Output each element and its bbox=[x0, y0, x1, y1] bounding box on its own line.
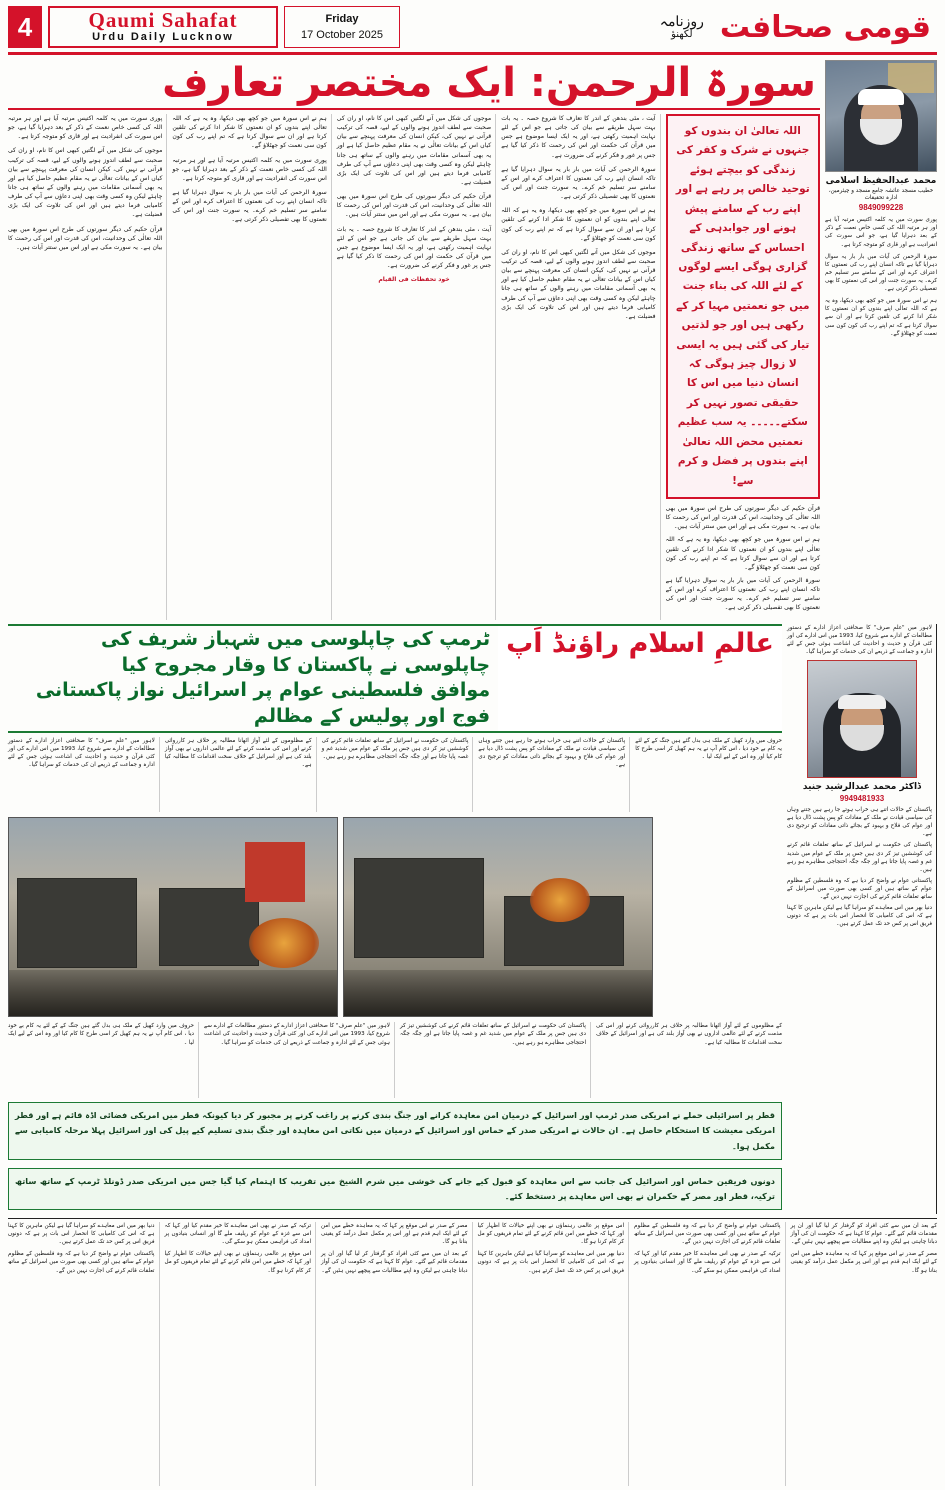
bottom-column-6 bbox=[8, 1222, 160, 1486]
article-paragraph: سورۃ الرحمن کی آیات میں بار بار یہ سوال دہرایا گیا ہے تاکہ انسان اپنے رب کی نعمتوں کا اعتراف کرے اور اس کے سامنے سر تسلیم خم کرے۔ یہ سورت جنت اور اس کی نعمتوں کا بھی تفصیلی ذکر کرتی ہے۔ bbox=[665, 577, 820, 612]
article-paragraph: قرآن حکیم کی دیگر سورتوں کی طرح اس سورۃ میں بھی اللہ تعالٰی کی وحدانیت، اس کی قدرت اور اس کی رحمت کا بیان ہے۔ یہ سورت مکی ہے اور اس میں ستتر آیات ہیں۔ bbox=[7, 225, 163, 251]
section-paragraph: کے مظلوموں کے لئے آواز اٹھانا مطالبہ پر خلاف ہر کارروائی کرنے اور اس کی مذمت کرنے کے لئے عالمی اداروں نے بھی آواز بلند کی ہے اور اسرائیل کے خلاف سخت اقدامات کا مطالبہ کیا ہے۔ bbox=[596, 1023, 782, 1046]
page-number: 4 bbox=[8, 6, 42, 48]
section-paragraph: پاکستان کی حکومت نے اسرائیل کے ساتھ تعلقات قائم کرنے کی کوششیں تیز کر دی ہیں جس پر ملک کے عوام میں شدید غم و غصہ پایا جاتا ہے اور جگہ جگہ احتجاجی مظاہرے ہو رہے ہیں۔ bbox=[321, 737, 469, 760]
sidebar-paragraph: دنیا بھر میں اس معاہدے کو سراہا گیا ہے لیکن ماہرین کا کہنا ہے کہ اس کی کامیابی کا انحصار اس بات پر ہے کہ دونوں فریق اس پر کس حد تک عمل کرتے ہیں۔ bbox=[787, 905, 932, 928]
bottom-column-3 bbox=[478, 1222, 630, 1486]
bottom-column-5 bbox=[165, 1222, 317, 1486]
sidebar-paragraph: ہم نے اس سورۃ میں جو کچھ بھی دیکھا، وہ یہ ہے کہ اللہ تعالٰی اپنے بندوں کو ان نعمتوں کا شکر ادا کرنے کی تلقین کرتا ہے اور ان سے سوال کرتا ہے کہ تم اپنے رب کی کون کون سی نعمت کو جھٹلاؤ گے۔ bbox=[825, 298, 937, 337]
sidebar-paragraph: پاکستانی عوام نے واضح کر دیا ہے کہ وہ فلسطین کے مظلوم عوام کے ساتھ ہیں اور کسی بھی صورت میں اسرائیل کے ساتھ تعلقات قائم کرنے کی اجازت نہیں دیں گے۔ bbox=[787, 877, 932, 901]
author-cap-shape bbox=[858, 89, 904, 105]
bottom-paragraph: پاکستانی عوام نے واضح کر دیا ہے کہ وہ فلسطین کے مظلوم عوام کے ساتھ ہیں اور کسی بھی صورت میں اسرائیل کے ساتھ تعلقات قائم کرنے کی اجازت نہیں دیں گے۔ bbox=[8, 1251, 155, 1274]
article-column-2 bbox=[501, 114, 660, 620]
subheadline-line-1: ٹرمپ کی چاپلوسی میں شہباز شریف کی چاپلوسی نے پاکستان کا وقار مجروح کیا bbox=[100, 628, 491, 676]
section-paragraph: لاہور میں "علمِ صرف" کا صحافتی اعزاز ادارے کے دستورِ مطالعات کے ادارے سے شروع کیا، 1993 میں اس ادارے کی اور کئی قرآن و حدیث و احادیث کی اشاعت ہوئی جس کے لئے ادارہ و جماعت کے ذریعے ان کی خدمات کو سراہا گیا۔ bbox=[8, 737, 155, 768]
brand-subtitle-en: Urdu Daily Lucknow bbox=[92, 31, 234, 44]
photo-row bbox=[8, 817, 782, 1017]
section-column-9 bbox=[8, 1022, 199, 1098]
section-column-3 bbox=[322, 737, 474, 813]
section-column-1 bbox=[635, 737, 782, 813]
urdu-daily-block bbox=[650, 6, 714, 48]
headline-row bbox=[8, 60, 820, 110]
article-paragraph: ہم نے اس سورۃ میں جو کچھ بھی دیکھا، وہ یہ ہے کہ اللہ تعالٰی اپنے بندوں کو ان نعمتوں کا شکر ادا کرنے کی تلقین کرتا ہے اور ان سے سوال کرتا ہے کہ تم اپنے رب کی کون کون سی نعمت کو جھٹلاؤ گے۔ bbox=[172, 115, 327, 150]
green-highlight-box-1: قطر پر اسرائیلی حملے نے امریکی صدر ٹرمپ اور اسرائیل کے درمیان امن معاہدہ کرانے اور جنگ بندی کرنے پر راغب کرنے پر مجبور کر دیا کیونکہ قطر میں امریکی فضائی اڈہ قائم ہے اور قطر امریکی معیشت کا استحکام حاصل ہے۔ ان حالات نے امریکی صدر کے حماس اور اسرائیل کے درمیان میں نکاتی امن معاہدہ اور جنگ بندی تسلیم کیے پیل کی اور اسرائیل پہلا مرحلہ کامیابی سے مکمل ہوا۔ bbox=[8, 1102, 782, 1160]
author-photo-2 bbox=[807, 660, 917, 778]
article-columns bbox=[8, 114, 820, 620]
article-paragraph: ہم نے اس سورۃ میں جو کچھ بھی دیکھا، وہ یہ ہے کہ اللہ تعالٰی اپنے بندوں کو ان نعمتوں کا شکر ادا کرنے کی تلقین کرتا ہے اور ان سے سوال کرتا ہے کہ تم اپنے رب کی کون کون سی نعمت کو جھٹلاؤ گے۔ bbox=[665, 536, 820, 571]
green-highlight-box-2: دونوں فریقین حماس اور اسرائیل کی جانب سے اس معاہدہ کو قبول کیے جانے کی خوشی میں شرم الشیخ میں تقریب کا اہتمام کیا گیا جس میں امریکی صدر ڈونلڈ ٹرمپ کے ساتھ ساتھ ترکیہ، قطر اور مصر کے حکمران نے بھی اس معاہدے پر دستخط کئے۔ bbox=[8, 1168, 782, 1210]
brand-logo bbox=[48, 6, 278, 48]
article-paragraph: قرآن حکیم کی دیگر سورتوں کی طرح اس سورۃ میں بھی اللہ تعالٰی کی وحدانیت، اس کی قدرت اور اس کی رحمت کا بیان ہے۔ یہ سورت مکی ہے اور اس میں ستتر آیات ہیں۔ bbox=[665, 505, 820, 531]
world-of-islam-body bbox=[8, 624, 782, 1214]
sidebar-paragraph: پاکستان کی حکومت نے اسرائیل کے ساتھ تعلقات قائم کرنے کی کوششیں تیز کر دی ہیں جس پر ملک کے عوام میں شدید غم و غصہ پایا جاتا ہے اور جگہ جگہ احتجاجی مظاہرے ہو رہے ہیں۔ bbox=[787, 842, 932, 873]
photo-flag-shape bbox=[245, 842, 305, 902]
article-column-5 bbox=[8, 114, 167, 620]
bottom-column-4 bbox=[321, 1222, 473, 1486]
main-article-body bbox=[8, 60, 820, 620]
article-paragraph: سورۃ الرحمن کی آیات میں بار بار یہ سوال دہرایا گیا ہے تاکہ انسان اپنے رب کی نعمتوں کا اعتراف کرے اور اس کے سامنے سر تسلیم خم کرے۔ یہ سورت جنت اور اس کی نعمتوں کا بھی تفصیلی ذکر کرتی ہے۔ bbox=[172, 188, 327, 224]
article-footer-note: خود تحفظات فی القیام bbox=[378, 276, 450, 284]
section-column-4 bbox=[165, 737, 317, 813]
photo-crowd-shape bbox=[9, 970, 337, 1016]
section-paragraph: لاہور میں "علمِ صرف" کا صحافتی اعزاز ادارے کے دستورِ مطالعات کے ادارے سے شروع کیا، 1993 میں اس ادارے کی اور کئی قرآن و حدیث و احادیث کی اشاعت ہوئی جس کے لئے ادارہ و جماعت کے ذریعے ان کی خدمات کو سراہا گیا۔ bbox=[204, 1023, 390, 1046]
article-paragraph: پوری سورت میں یہ کلمہ اکتیس مرتبہ آیا ہے اور ہر مرتبہ اللہ کی کسی خاص نعمت کے ذکر کے بعد دہرایا گیا ہے، جو اس سورت کی انفرادیت ہے اور قاری کو متوجہ کرتا ہے۔ bbox=[172, 156, 327, 182]
second-author-sidebar bbox=[787, 624, 937, 1214]
author-sidebar bbox=[825, 60, 937, 620]
bottom-paragraph: مصر کے صدر نے اس موقع پر کہا کہ یہ معاہدہ خطے میں امن کے لئے ایک اہم قدم ہے اور اس پر مکمل عمل درآمد کو یقینی بنانا ہو گا۔ bbox=[790, 1251, 937, 1274]
article-paragraph: موجوں کی شکل میں آنے لگتیں کبھی اس کا نام، او ران کی صحبت سے لطف اندوز ہونے والوں کے لیے، قصہ کی ترکیب قرآنی نے نہیں کی، کیکن انسان کی معرفت پہنچے سے بیان کیاں اس کے بیانات تعالٰی نے یہ مقام عظیم حاصل کیا ہے اور یہ بھی آسمانی مقامات میں رہنے والوں کے ساتھ ہی جانا چاہئے لیکن وہ کسی وقت بھی اپنی دعاؤں سے آپ کی طرف کامیابی فرما دیتے ہیں اور اس کی تلاوت کی ایک بڑی فضیلت ہے۔ bbox=[7, 147, 163, 219]
article-paragraph: سورۃ الرحمن کی آیات میں بار بار یہ سوال دہرایا گیا ہے تاکہ انسان اپنے رب کی نعمتوں کا اعتراف کرے اور اس کے سامنے سر تسلیم خم کرے۔ یہ سورت جنت اور اس کی نعمتوں کا بھی تفصیلی ذکر کرتی ہے۔ bbox=[501, 165, 656, 201]
news-photo-damaged-vehicles bbox=[343, 817, 653, 1017]
section-band bbox=[8, 624, 782, 733]
urdu-city-label: لکھنؤ bbox=[671, 29, 693, 41]
sidebar-paragraph: سورۃ الرحمن کی آیات میں بار بار یہ سوال دہرایا گیا ہے تاکہ انسان اپنے رب کی نعمتوں کا اعتراف کرے اور اس کے سامنے سر تسلیم خم کرے۔ یہ سورت جنت اور اس کی نعمتوں کا بھی تفصیلی ذکر کرتی ہے۔ bbox=[825, 253, 937, 293]
world-of-islam-section bbox=[8, 624, 937, 1214]
section-columns-top bbox=[8, 737, 782, 813]
article-paragraph: قرآن حکیم کی دیگر سورتوں کی طرح اس سورۃ میں بھی اللہ تعالٰی کی وحدانیت، اس کی قدرت اور اس کی رحمت کا بیان ہے۔ یہ سورت مکی ہے اور اس میں ستتر آیات ہیں۔ bbox=[336, 193, 492, 219]
section-column-8 bbox=[204, 1022, 395, 1098]
bottom-paragraph: اس موقع پر عالمی رہنماؤں نے بھی اپنے خیالات کا اظہار کیا اور کہا کہ خطے میں امن قائم کرنے کے لئے تمام فریقوں کو مل کر کام کرنا ہو گا۔ bbox=[477, 1223, 624, 1246]
bottom-paragraph: کے بعد ان میں سے کئی افراد کو گرفتار کر لیا گیا اور ان پر مقدمات قائم کیے گئے۔ عوام کا کہنا ہے کہ حکومت ان کی آواز دبانا چاہتی ہے لیکن وہ اپنے مطالبات سے پیچھے نہیں ہٹیں گے۔ bbox=[321, 1251, 468, 1274]
section-paragraph: حروف میں وارد کھیل کے ملک ہی بدل گئے ہیں جنگ کے کے لئے یہ کام بے خود دیا ، اس کام آپ نے یہ ہم کھیل کر اسی طرح کا کام کیا اور وہ اس کے لیے ایک لیا ۔ bbox=[8, 1023, 194, 1046]
news-photo-burning-trucks bbox=[8, 817, 338, 1017]
article-column-4 bbox=[172, 114, 331, 620]
author-cap-shape bbox=[838, 695, 886, 709]
author-card-2 bbox=[787, 660, 937, 803]
section-subheadline bbox=[8, 626, 498, 731]
masthead bbox=[8, 6, 937, 48]
article-paragraph: آیت ، مئی بندھن کے اندر کا تعارف کا شروع حصہ ۔ یہ بات بہت سہل طریقے سے بیان کی جاتی ہے جو اس کے لئے نہایت اہمیت رکھتی ہے، اور یہ ایک ایسا موضوع ہے جس میں قرآن کی حکمت اور اس کی رحمت کا ذکر کیا گیا ہے جس پر غور و فکر کرنے کی ضرورت ہے۔ bbox=[336, 225, 492, 270]
article-column-3 bbox=[337, 114, 496, 620]
article-paragraph: آیت ، مئی بندھن کے اندر کا تعارف کا شروع حصہ ۔ یہ بات بہت سہل طریقے سے بیان کی جاتی ہے جو اس کے لئے نہایت اہمیت رکھتی ہے، اور یہ ایک ایسا موضوع ہے جس میں قرآن کی حکمت اور اس کی رحمت کا ذکر کیا گیا ہے جس پر غور و فکر کرنے کی ضرورت ہے۔ bbox=[501, 115, 656, 159]
section-column-2 bbox=[478, 737, 630, 813]
author-phone-2: 9949481933 bbox=[839, 794, 885, 804]
bottom-paragraph: ترکیہ کے صدر نے بھی اس معاہدے کا خیر مقدم کیا اور کہا کہ اس سے غزہ کے عوام کو ریلیف ملے گا اور انسانی بنیادوں پر امداد کی فراہمی ممکن ہو سکے گی۔ bbox=[634, 1251, 781, 1274]
masthead-divider bbox=[8, 52, 937, 55]
author-photo bbox=[825, 60, 937, 172]
article-paragraph: پوری سورت میں یہ کلمہ اکتیس مرتبہ آیا ہے اور ہر مرتبہ اللہ کی کسی خاص نعمت کے ذکر کے بعد دہرایا گیا ہے، جو اس سورت کی انفرادیت ہے اور قاری کو متوجہ کرتا ہے۔ bbox=[7, 115, 163, 141]
section-column-6 bbox=[596, 1022, 782, 1098]
article-paragraph: موجوں کی شکل میں آنے لگتیں کبھی اس کا نام، او ران کی صحبت سے لطف اندوز ہونے والوں کے لیے، قصہ کی ترکیب قرآنی نے نہیں کی، کیکن انسان کی معرفت پہنچے سے بیان کیاں اس کے بیانات تعالٰی نے یہ مقام عظیم حاصل کیا ہے اور یہ بھی آسمانی مقامات میں رہنے والوں کے ساتھ ہی جانا چاہئے لیکن وہ کسی وقت بھی اپنی دعاؤں سے آپ کی طرف کامیابی فرما دیتے ہیں اور اس کی تلاوت کی ایک بڑی فضیلت ہے۔ bbox=[336, 115, 492, 186]
article-paragraph: ہم نے اس سورۃ میں جو کچھ بھی دیکھا، وہ یہ ہے کہ اللہ تعالٰی اپنے بندوں کو ان نعمتوں کا شکر ادا کرنے کی تلقین کرتا ہے اور ان سے سوال کرتا ہے کہ تم اپنے رب کی کون کون سی نعمت کو جھٹلاؤ گے۔ bbox=[501, 207, 656, 242]
urdu-masthead-title: قومی صحافت bbox=[719, 9, 931, 45]
brand-name-en: Qaumi Sahafat bbox=[88, 8, 238, 33]
subheadline-line-2: موافق فلسطینی عوام پر اسرائیل نواز پاکستانی فوج اور پولیس کے مظالم bbox=[35, 679, 491, 727]
bottom-paragraph: مصر کے صدر نے اس موقع پر کہا کہ یہ معاہدہ خطے میں امن کے لئے ایک اہم قدم ہے اور اس پر مکمل عمل درآمد کو یقینی بنانا ہو گا۔ bbox=[321, 1223, 468, 1246]
author-name: محمد عبدالحفیظ اسلامی bbox=[825, 176, 937, 186]
date-label: 17 October 2025 bbox=[301, 29, 383, 41]
bottom-column-1 bbox=[791, 1222, 938, 1486]
bottom-paragraph: پاکستانی عوام نے واضح کر دیا ہے کہ وہ فلسطین کے مظلوم عوام کے ساتھ ہیں اور کسی بھی صورت میں اسرائیل کے ساتھ تعلقات قائم کرنے کی اجازت نہیں دیں گے۔ bbox=[634, 1223, 781, 1246]
author-phone: 9849099228 bbox=[858, 203, 904, 213]
section-title: عالمِ اسلام راؤنڈ اَپ bbox=[498, 626, 782, 731]
bottom-paragraph: اس موقع پر عالمی رہنماؤں نے بھی اپنے خیالات کا اظہار کیا اور کہا کہ خطے میں امن قائم کرنے کے لئے تمام فریقوں کو مل کر کام کرنا ہو گا۔ bbox=[164, 1251, 311, 1274]
sidebar-paragraph: پاکستان کے حالات اتنے ہی خراب ہوتے جا رہے ہیں جتنے وہاں کی سیاسی قیادت نے ملک کے مفادات کو پس پشت ڈال دیا ہے اور عوام کی فلاح و بہبود کے بجائے ذاتی مفادات کو ترجیح دی ہے۔ bbox=[787, 807, 932, 838]
author-role: خطیب مسجد عائشہ جامع مسجد و چیئرمین، ادارہ تحقیقات bbox=[828, 187, 934, 202]
bottom-paragraph: کے بعد ان میں سے کئی افراد کو گرفتار کر لیا گیا اور ان پر مقدمات قائم کیے گئے۔ عوام کا کہنا ہے کہ حکومت ان کی آواز دبانا چاہتی ہے لیکن وہ اپنے مطالبات سے پیچھے نہیں ہٹیں گے۔ bbox=[790, 1223, 937, 1246]
section-paragraph: پاکستان کی حکومت نے اسرائیل کے ساتھ تعلقات قائم کرنے کی کوششیں تیز کر دی ہیں جس پر ملک کے عوام میں شدید غم و غصہ پایا جاتا ہے اور جگہ جگہ احتجاجی مظاہرے ہو رہے ہیں۔ bbox=[400, 1023, 586, 1046]
section-column-7 bbox=[400, 1022, 591, 1098]
article-headline: سورۃ الرحمن: ایک مختصر تعارف bbox=[162, 60, 816, 106]
sidebar-paragraph: پوری سورت میں یہ کلمہ اکتیس مرتبہ آیا ہے اور ہر مرتبہ اللہ کی کسی خاص نعمت کے ذکر کے بعد دہرایا گیا ہے، جو اس سورت کی انفرادیت ہے اور قاری کو متوجہ کرتا ہے۔ bbox=[825, 217, 937, 248]
bottom-columns-section bbox=[8, 1218, 937, 1486]
main-article-section bbox=[8, 60, 937, 620]
section-paragraph: پاکستان کے حالات اتنے ہی خراب ہوتے جا رہے ہیں جتنے وہاں کی سیاسی قیادت نے ملک کے مفادات کو پس پشت ڈال دیا ہے اور عوام کی فلاح و بہبود کے بجائے ذاتی مفادات کو ترجیح دی ہے۔ bbox=[478, 737, 626, 768]
masthead-spacer bbox=[406, 6, 644, 48]
bottom-paragraph: ترکیہ کے صدر نے بھی اس معاہدے کا خیر مقدم کیا اور کہا کہ اس سے غزہ کے عوام کو ریلیف ملے گا اور انسانی بنیادوں پر امداد کی فراہمی ممکن ہو سکے گی۔ bbox=[164, 1223, 311, 1246]
photo-truck-shape bbox=[17, 878, 137, 968]
article-column-1 bbox=[666, 114, 820, 620]
author-card bbox=[825, 60, 937, 212]
article-paragraph: موجوں کی شکل میں آنے لگتیں کبھی اس کا نام، او ران کی صحبت سے لطف اندوز ہونے والوں کے لیے، قصہ کی ترکیب قرآنی نے نہیں کی، کیکن انسان کی معرفت پہنچے سے بیان کیاں اس کے بیانات تعالٰی نے یہ مقام عظیم حاصل کیا ہے اور یہ بھی آسمانی مقامات میں رہنے والوں کے ساتھ ہی جانا چاہئے لیکن وہ کسی وقت بھی اپنی دعاؤں سے آپ کی طرف کامیابی فرما دیتے ہیں اور اس کی تلاوت کی ایک بڑی فضیلت ہے۔ bbox=[501, 248, 656, 320]
photo-truck-shape bbox=[159, 888, 259, 966]
bottom-paragraph: دنیا بھر میں اس معاہدے کو سراہا گیا ہے لیکن ماہرین کا کہنا ہے کہ اس کی کامیابی کا انحصار اس بات پر ہے کہ دونوں فریق اس پر کس حد تک عمل کرتے ہیں۔ bbox=[477, 1251, 624, 1274]
bottom-paragraph: دنیا بھر میں اس معاہدے کو سراہا گیا ہے لیکن ماہرین کا کہنا ہے کہ اس کی کامیابی کا انحصار اس بات پر ہے کہ دونوں فریق اس پر کس حد تک عمل کرتے ہیں۔ bbox=[8, 1223, 155, 1246]
date-box bbox=[284, 6, 400, 48]
author-name-2: ڈاکٹر محمد عبدالرشید جنید bbox=[802, 782, 922, 793]
article-lead-box: اللہ تعالیٰ ان بندوں کو جنہوں نے شرک و کفر کی زندگی کو بیچتے ہوئے توحید خالص پر رہے ہے اور اپنے رب کے سامنے پیش ہونے اور جوابدہی کے احساس کے ساتھ زندگی گزاری ہوگی ایسے لوگوں کے لئے اللہ کی بناء جنت میں جو نعمتیں مہیا کر کے رکھی ہیں اور جو لذتیں تیار کی گئی ہیں یہ ایسی لا زوال چیز ہوگی کہ انسان دنیا میں اس کا حقیقی تصور نہیں کر سکتے۔۔۔۔۔ یہ سب عظیم نعمتیں محض اللہ تعالیٰ اپنے بندوں پر فضل و کرم سے! bbox=[666, 114, 820, 499]
urdu-daily-label: روزنامہ bbox=[659, 12, 704, 29]
photo-crowd-shape bbox=[344, 970, 652, 1016]
section-columns-bottom bbox=[8, 1022, 782, 1098]
bottom-column-2 bbox=[634, 1222, 786, 1486]
section-column-5 bbox=[8, 737, 160, 813]
section-paragraph: کے مظلوموں کے لئے آواز اٹھانا مطالبہ پر خلاف ہر کارروائی کرنے اور اس کی مذمت کرنے کے لئے عالمی اداروں نے بھی آواز بلند کی ہے اور اسرائیل کے خلاف سخت اقدامات کا مطالبہ کیا ہے۔ bbox=[164, 737, 312, 768]
sidebar-intro-paragraph: لاہور میں "علمِ صرف" کا صحافتی اعزاز ادارے کے دستورِ مطالعات کے ادارے سے شروع کیا، 1993 میں اس ادارے کی اور کئی قرآن و حدیث و احادیث کی اشاعت ہوئی جس کے لئے ادارہ و جماعت کے ذریعے ان کی خدمات کو سراہا گیا۔ bbox=[787, 625, 932, 656]
day-label: Friday bbox=[325, 12, 359, 25]
photo-truck-shape bbox=[354, 858, 484, 958]
section-paragraph: حروف میں وارد کھیل کے ملک ہی بدل گئے ہیں جنگ کے کے لئے یہ کام بے خود دیا ، اس کام آپ نے یہ ہم کھیل کر اسی طرح کا کام کیا اور وہ اس کے لیے ایک لیا ۔ bbox=[635, 737, 782, 760]
